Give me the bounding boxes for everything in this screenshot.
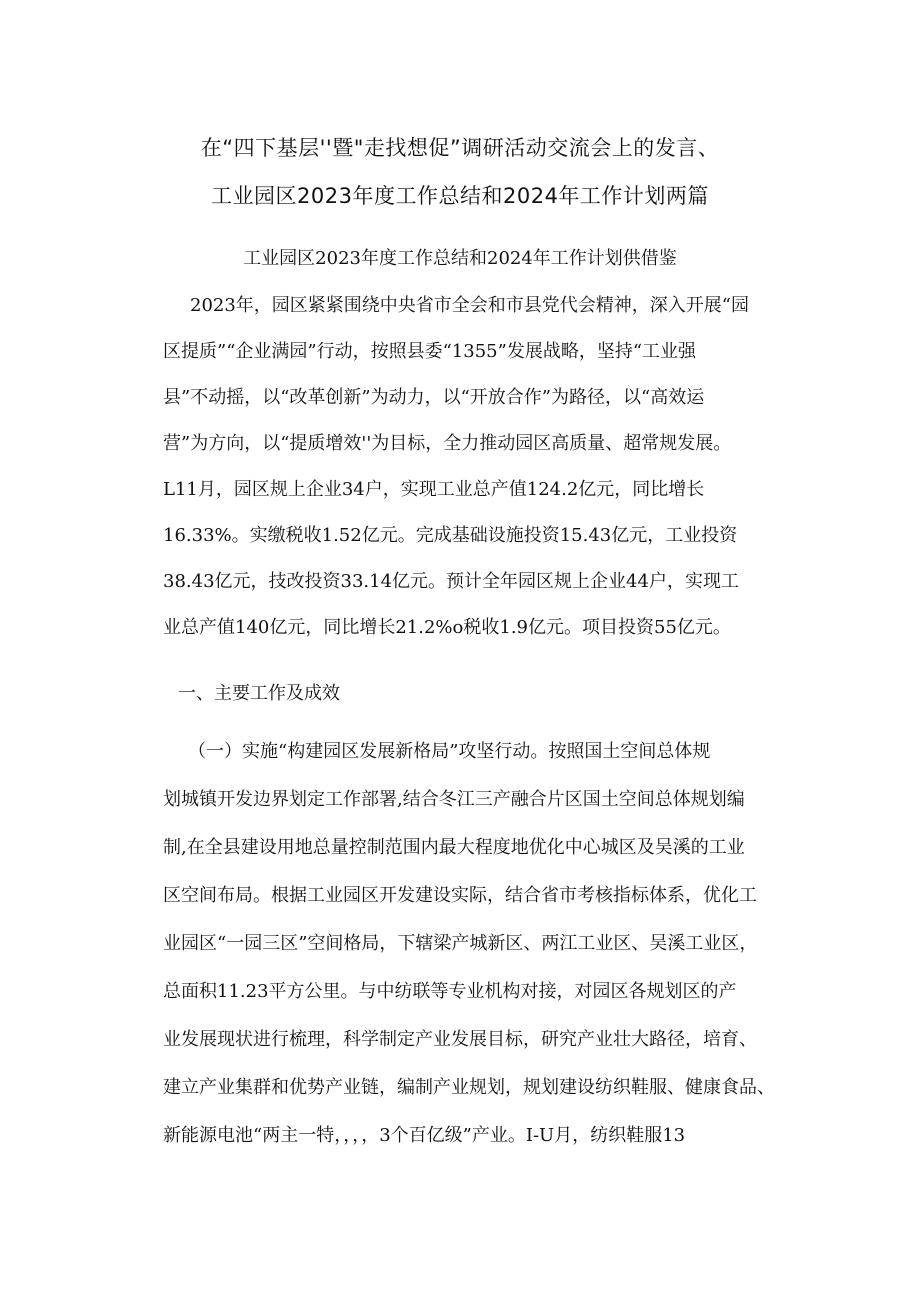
paragraph-2-line: 新能源电池“两主一特，，，，3个百亿级”产业。I-U月，纺织鞋服13 <box>163 1125 686 1146</box>
paragraph-2-line: 总面积11.23平方公里。与中纺联等专业机构对接，对园区各规划区的产 <box>163 981 737 1002</box>
paragraph-1-line: 2023年，园区紧紧围绕中央省市全会和市县党代会精神，深入开展“园 <box>190 295 750 316</box>
paragraph-1-line: 区提质”“企业满园”行动，按照县委“1355”发展战略，坚持“工业强 <box>163 341 697 362</box>
paragraph-2-line: 区空间布局。根据工业园区开发建设实际，结合省市考核指标体系，优化工 <box>163 885 757 906</box>
paragraph-1-line: 业总产值140亿元，同比增长21.2%o税收1.9亿元。项目投资55亿元。 <box>163 617 731 638</box>
document-subtitle: 工业园区2023年度工作总结和2024年工作计划供借鉴 <box>243 248 677 269</box>
paragraph-2-line: 制,在全县建设用地总量控制范围内最大程度地优化中心城区及吴溪的工业 <box>163 837 745 858</box>
paragraph-2-line: 建立产业集群和优势产业链，编制产业规划，规划建设纺织鞋服、健康食品、 <box>163 1077 775 1098</box>
document-title-line-2: 工业园区2023年度工作总结和2024年工作计划两篇 <box>211 184 709 208</box>
paragraph-1-line: 营”为方向，以“提质增效''为目标，全力推动园区高质量、超常规发展。 <box>163 433 732 454</box>
paragraph-2-line: 划城镇开发边界划定工作部署,结合冬江三产融合片区国土空间总体规划编 <box>163 789 745 810</box>
section-heading: 一、主要工作及成效 <box>178 683 340 704</box>
document-title-line-1: 在“四下基层''暨"走找想促”调研活动交流会上的发言、 <box>200 136 720 160</box>
paragraph-2-line: （一）实施“构建园区发展新格局”攻坚行动。按照国土空间总体规 <box>188 741 711 762</box>
paragraph-1-line: 16.33%。实缴税收1.52亿元。完成基础设施投资15.43亿元，工业投资 <box>163 525 738 546</box>
paragraph-2-line: 业发展现状进行梳理，科学制定产业发展目标，研究产业壮大路径，培育、 <box>163 1029 757 1050</box>
paragraph-1-line: 县”不动摇，以“改革创新”为动力，以“开放合作”为路径，以“高效运 <box>163 387 705 408</box>
paragraph-2-line: 业园区“一园三区”空间格局，下辖梁产城新区、两江工业区、吴溪工业区， <box>163 933 758 954</box>
paragraph-1-line: L11月，园区规上企业34户，实现工业总产值124.2亿元，同比增长 <box>163 479 705 500</box>
paragraph-1-line: 38.43亿元，技改投资33.14亿元。预计全年园区规上企业44户，实现工 <box>163 571 739 592</box>
